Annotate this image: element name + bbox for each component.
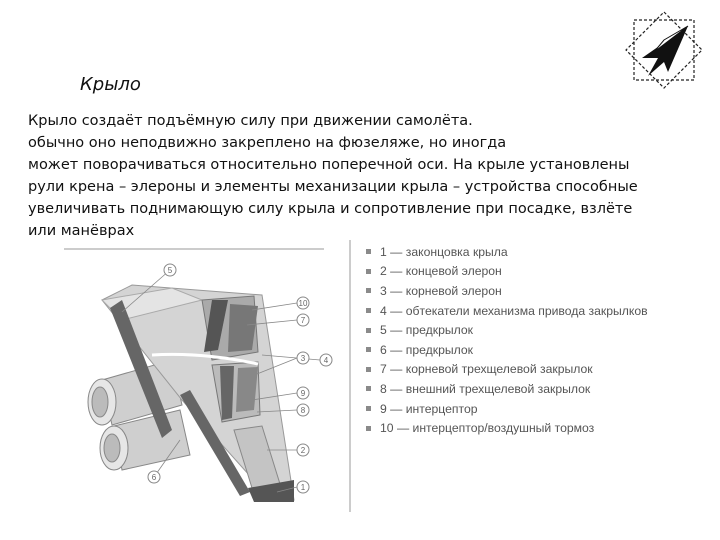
- bullet-icon: [366, 328, 371, 333]
- legend-label: 4 — обтекатели механизма привода закрылков: [380, 303, 648, 318]
- legend-item: [360, 379, 648, 399]
- wing-diagram: [62, 240, 357, 512]
- legend-item: [360, 320, 648, 340]
- arrow-emblem-icon: [624, 10, 704, 90]
- body-line: рули крена – элероны и элементы механизации крыла – устройства способные: [28, 179, 638, 195]
- bullet-icon: [366, 269, 371, 274]
- callout-label: 10: [298, 299, 308, 308]
- legend-item: [360, 262, 648, 282]
- callout-label: 5: [167, 266, 173, 275]
- callout-label: 1: [300, 483, 306, 492]
- bullet-icon: [366, 406, 371, 411]
- body-line: может поворачиваться относительно поперечной оси. На крыле установлены: [28, 157, 630, 173]
- callout-label: 3: [300, 354, 306, 363]
- legend-item: [360, 418, 648, 438]
- legend-label: 2 — концевой элерон: [380, 264, 502, 279]
- bullet-icon: [366, 386, 371, 391]
- bullet-icon: [366, 367, 371, 372]
- legend-list: [360, 242, 648, 438]
- callout-label: 9: [300, 389, 306, 398]
- legend-label: 7 — корневой трехщелевой закрылок: [380, 362, 593, 377]
- legend-label: 1 — законцовка крыла: [380, 244, 508, 259]
- bullet-icon: [366, 347, 371, 352]
- callout-label: 2: [300, 446, 306, 455]
- legend-label: 8 — внешний трехщелевой закрылок: [380, 381, 591, 396]
- legend-label: 9 — интерцептор: [380, 401, 478, 416]
- legend-label: 3 — корневой элерон: [380, 283, 502, 298]
- body-line: обычно оно неподвижно закреплено на фюзеляже, но иногда: [28, 135, 507, 151]
- bullet-icon: [366, 308, 371, 313]
- bullet-icon: [366, 426, 371, 431]
- callout-label: 6: [151, 473, 157, 482]
- legend-item: [360, 301, 648, 321]
- legend-item: [360, 360, 648, 380]
- legend-label: 6 — предкрылок: [380, 342, 473, 357]
- legend-label: 10 — интерцептор/воздушный тормоз: [380, 421, 595, 436]
- legend-label: 5 — предкрылок: [380, 323, 473, 338]
- legend-item: [360, 399, 648, 419]
- callout-label: 7: [300, 316, 306, 325]
- legend-item: [360, 340, 648, 360]
- callout-label: 8: [300, 406, 306, 415]
- slide-title: Крыло: [80, 74, 141, 95]
- body-line: увеличивать поднимающую силу крыла и сопротивление при посадке, взлёте: [28, 201, 633, 217]
- legend-item: [360, 242, 648, 262]
- legend-item: [360, 281, 648, 301]
- body-line: Крыло создаёт подъёмную силу при движении самолёта.: [28, 113, 473, 129]
- callout-label: 4: [323, 356, 329, 365]
- bullet-icon: [366, 249, 371, 254]
- body-text: [28, 110, 668, 242]
- body-line: или манёврах: [28, 223, 135, 239]
- bullet-icon: [366, 288, 371, 293]
